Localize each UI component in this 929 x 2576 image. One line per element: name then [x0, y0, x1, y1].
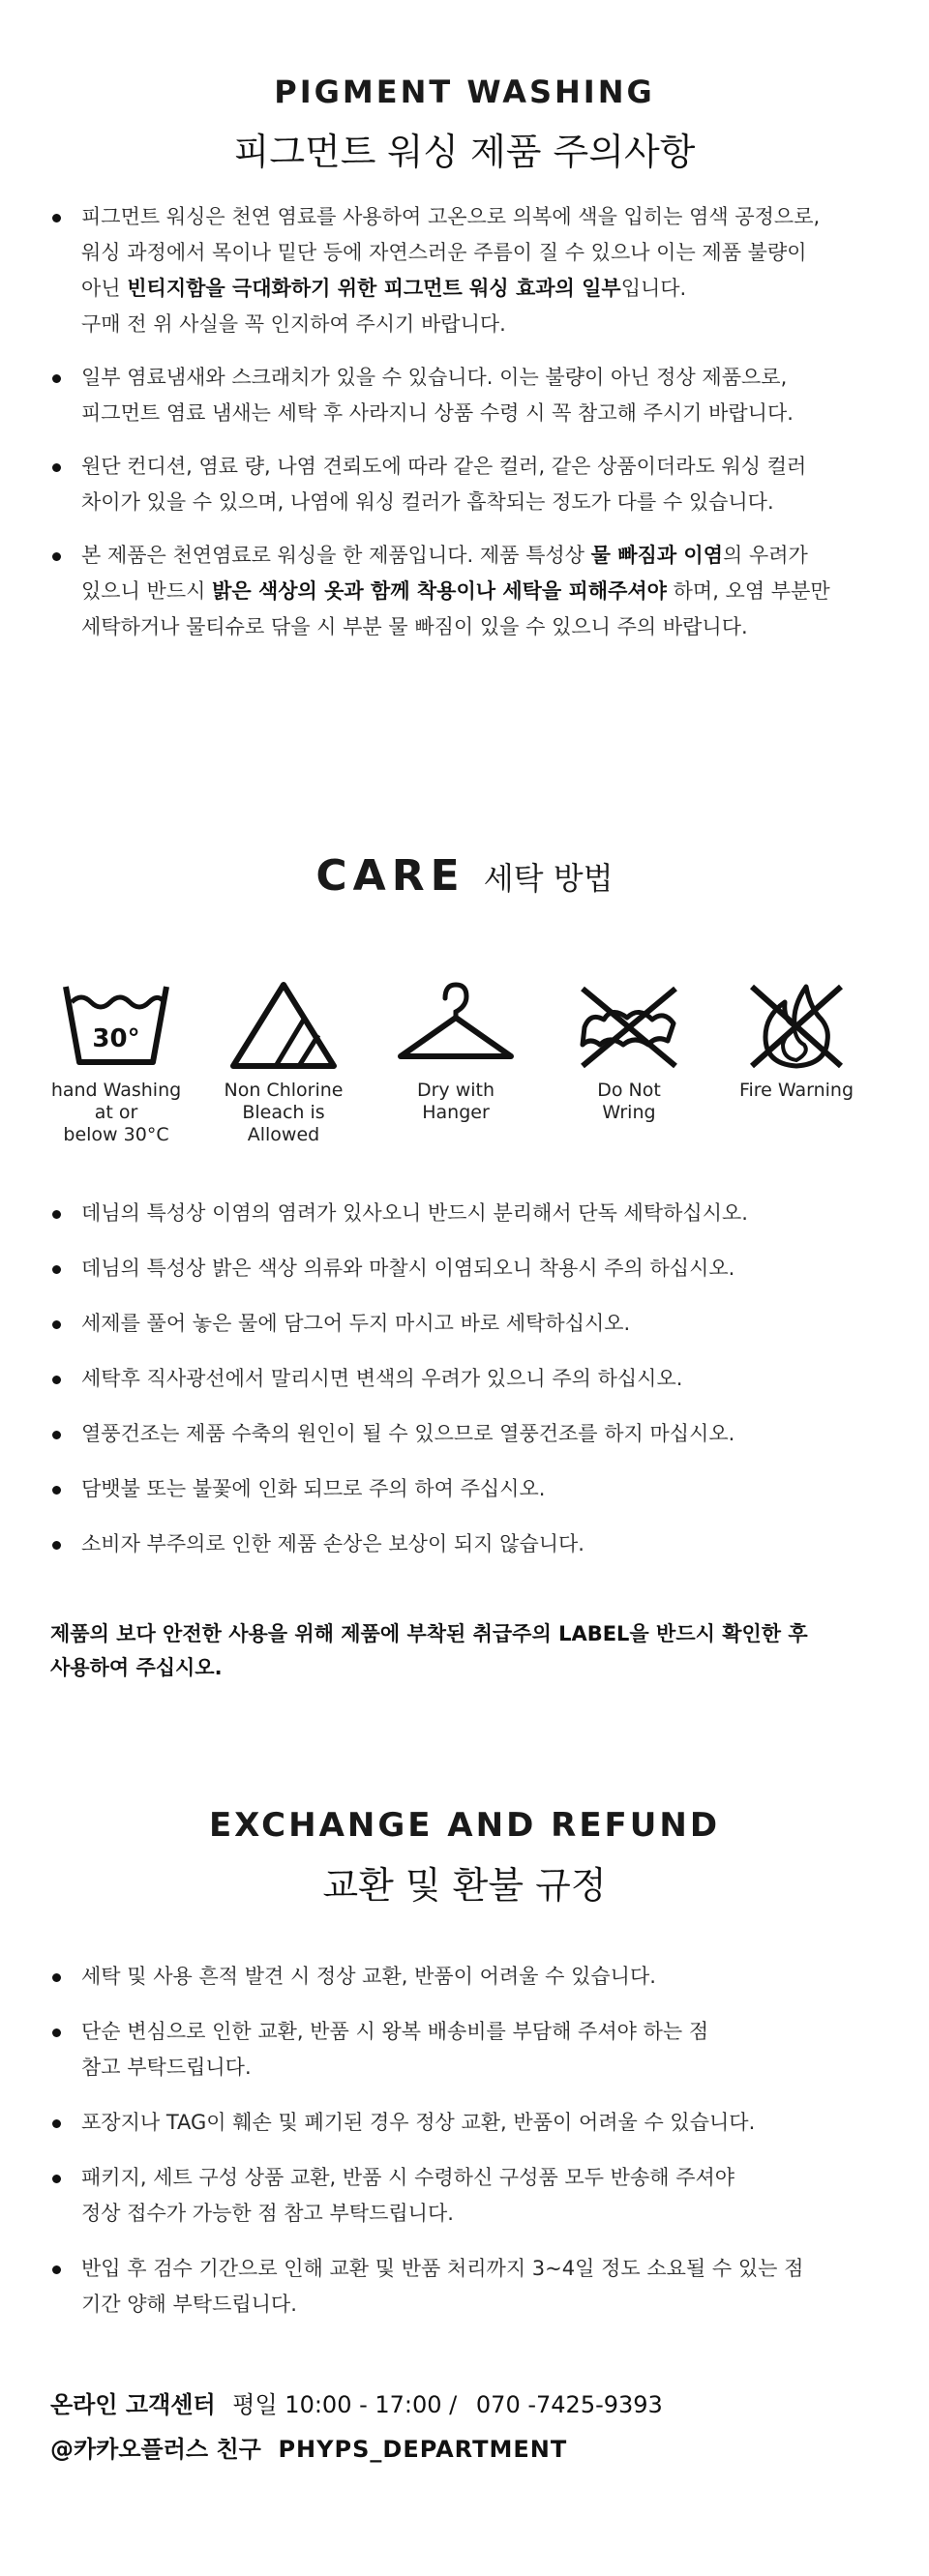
list-item	[50, 1196, 902, 1231]
exchange-2-line-2: 참고 부탁드립니다.	[81, 2056, 252, 2079]
label-line: Dry with	[416, 1080, 495, 1101]
care-title	[0, 851, 929, 901]
label-line: Allowed	[247, 1124, 320, 1145]
care-item-text: 열풍건조는 제품 수축의 원인이 될 수 있으므로 열풍건조를 하지 마십시오.	[81, 1422, 735, 1445]
list-item	[50, 199, 902, 342]
care-icon-label	[383, 1080, 528, 1124]
care-title-ko: 세탁 방법	[483, 859, 614, 897]
label-line: Do Not	[597, 1080, 661, 1101]
list-item	[50, 2014, 902, 2086]
notice-3-line-2: 차이가 있을 수 있으며, 나염에 워싱 컬러가 흡착되는 정도가 다를 수 있습니다.	[81, 490, 774, 514]
care-item-text: 데님의 특성상 밝은 색상 의류와 마찰시 이염되오니 착용시 주의 하십시오.	[81, 1257, 735, 1280]
phone-number[interactable]: 070 -7425-9393	[475, 2391, 663, 2418]
care-icon-hanger	[383, 977, 528, 1124]
exchange-5-line-2: 기간 양해 부탁드립니다.	[81, 2293, 297, 2316]
customer-center	[50, 2385, 663, 2419]
do-not-wring-icon	[571, 977, 687, 1074]
label-line: below 30°C	[63, 1124, 169, 1145]
non-chlorine-bleach-icon	[225, 977, 342, 1074]
list-item	[50, 449, 902, 520]
care-icon-no-wring	[556, 977, 702, 1124]
kakao-plus	[50, 2430, 567, 2464]
hand-wash-30-icon	[58, 977, 174, 1074]
care-label-note	[50, 1617, 892, 1685]
notice-1-emphasis: 빈티지함을 극대화하기 위한 피그먼트 워싱 효과의 일부	[127, 277, 621, 300]
notice-4-line-1-pre: 본 제품은 천연염료로 워싱을 한 제품입니다. 제품 특성상	[81, 544, 591, 567]
label-line: at or	[94, 1102, 138, 1123]
list-item	[50, 1361, 902, 1397]
care-icon-label	[211, 1080, 356, 1146]
notice-4-line-2-pre: 있으니 반드시	[81, 579, 213, 603]
wash-temperature: 30°	[92, 1024, 140, 1053]
list-item	[50, 360, 902, 431]
notice-4-line-1-post: 의 우려가	[723, 544, 808, 567]
label-line: Wring	[602, 1102, 656, 1123]
notice-4-emphasis-1: 물 빠짐과 이염	[590, 544, 723, 567]
list-item	[50, 1526, 902, 1562]
notice-1-line-3-post: 입니다.	[620, 277, 687, 300]
label-line: Hanger	[422, 1102, 490, 1123]
care-icon-hand-wash	[44, 977, 189, 1146]
exchange-1-line-1: 세탁 및 사용 흔적 발견 시 정상 교환, 반품이 어려울 수 있습니다.	[81, 1965, 656, 1988]
care-note-line-2: 사용하여 주십시오.	[50, 1656, 223, 1679]
label-line: Non Chlorine	[224, 1080, 344, 1101]
care-icon-label	[556, 1080, 702, 1124]
notice-title-en: PIGMENT WASHING	[274, 74, 655, 110]
notice-1-line-3-pre: 아닌	[81, 277, 128, 300]
exchange-5-line-1: 반입 후 검수 기간으로 인해 교환 및 반품 처리까지 3~4일 정도 소요될 수 있는 점	[81, 2257, 804, 2280]
fire-warning-icon	[738, 977, 854, 1074]
list-item	[50, 2160, 902, 2232]
notice-1-line-4: 구매 전 위 사실을 꼭 인지하여 주시기 바랍니다.	[81, 312, 506, 336]
label-line: Fire Warning	[738, 1080, 854, 1101]
exchange-title-en: EXCHANGE AND REFUND	[208, 1806, 721, 1845]
notice-list	[50, 199, 902, 645]
notice-4-line-1	[81, 538, 902, 574]
business-hours: 평일 10:00 - 17:00 /	[232, 2391, 458, 2418]
notice-4-line-2	[81, 574, 902, 609]
hanger-icon	[393, 977, 519, 1074]
list-item	[50, 1416, 902, 1452]
label-line: hand Washing	[50, 1080, 182, 1101]
exchange-4-line-2: 정상 접수가 가능한 점 참고 부탁드립니다.	[81, 2202, 454, 2225]
customer-center-label: 온라인 고객센터	[50, 2391, 216, 2418]
exchange-title-ko: 교환 및 환불 규정	[322, 1864, 607, 1907]
care-icon-label	[44, 1080, 189, 1146]
notice-1-line-3	[81, 271, 902, 307]
care-icon-label	[724, 1080, 869, 1102]
notice-title-ko: 피그먼트 워싱 제품 주의사항	[233, 131, 696, 173]
care-item-text: 데님의 특성상 이염의 염려가 있사오니 반드시 분리해서 단독 세탁하십시오.	[81, 1201, 748, 1225]
list-item	[50, 1959, 902, 1995]
notice-4-emphasis-2: 밝은 색상의 옷과 함께 착용이나 세탁을 피해주셔야	[212, 579, 667, 603]
notice-4-line-2-post: 하며, 오염 부분만	[666, 579, 830, 603]
kakao-id[interactable]: PHYPS_DEPARTMENT	[278, 2436, 568, 2463]
kakao-label: @카카오플러스 친구	[50, 2436, 261, 2463]
notice-2-line-2: 피그먼트 염료 냄새는 세탁 후 사라지니 상품 수령 시 꼭 참고해 주시기 바랍니다.	[81, 401, 794, 425]
notice-3-line-1: 원단 컨디션, 염료 량, 나염 견뢰도에 따라 같은 컬러, 같은 상품이더라도 워싱 컬러	[81, 455, 807, 478]
care-title-en: CARE	[315, 851, 465, 901]
list-item	[50, 1471, 902, 1507]
care-icon-fire	[724, 977, 869, 1102]
label-line: Bleach is	[242, 1102, 325, 1123]
exchange-2-line-1: 단순 변심으로 인한 교환, 반품 시 왕복 배송비를 부담해 주셔야 하는 점	[81, 2020, 709, 2043]
notice-4-line-3: 세탁하거나 물티슈로 닦을 시 부분 물 빠짐이 있을 수 있으니 주의 바랍니다.	[81, 615, 748, 638]
care-icon-bleach	[211, 977, 356, 1146]
care-item-text: 담뱃불 또는 불꽃에 인화 되므로 주의 하여 주십시오.	[81, 1477, 546, 1500]
notice-1-line-2: 워싱 과정에서 목이나 밑단 등에 자연스러운 주름이 질 수 있으나 이는 제품 불량이	[81, 241, 807, 264]
notice-1-line-1: 피그먼트 워싱은 천연 염료를 사용하여 고온으로 의복에 색을 입히는 염색 공정으로,	[81, 205, 821, 228]
care-list	[50, 1196, 902, 1562]
list-item	[50, 2105, 902, 2141]
exchange-list	[50, 1959, 902, 2323]
exchange-4-line-1: 패키지, 세트 구성 상품 교환, 반품 시 수령하신 구성품 모두 반송해 주셔야	[81, 2166, 735, 2189]
notice-2-line-1: 일부 염료냄새와 스크래치가 있을 수 있습니다. 이는 불량이 아닌 정상 제품으로,	[81, 366, 788, 389]
care-note-line-1: 제품의 보다 안전한 사용을 위해 제품에 부착된 취급주의 LABEL을 반드시 확인한 후	[50, 1622, 808, 1645]
list-item	[50, 538, 902, 645]
list-item	[50, 2251, 902, 2323]
care-item-text: 세제를 풀어 놓은 물에 담그어 두지 마시고 바로 세탁하십시오.	[81, 1312, 631, 1335]
care-item-text: 소비자 부주의로 인한 제품 손상은 보상이 되지 않습니다.	[81, 1532, 584, 1555]
care-item-text: 세탁후 직사광선에서 말리시면 변색의 우려가 있으니 주의 하십시오.	[81, 1367, 683, 1390]
list-item	[50, 1251, 902, 1287]
list-item	[50, 1306, 902, 1342]
exchange-3-line-1: 포장지나 TAG이 훼손 및 폐기된 경우 정상 교환, 반품이 어려울 수 있습니다.	[81, 2111, 756, 2134]
